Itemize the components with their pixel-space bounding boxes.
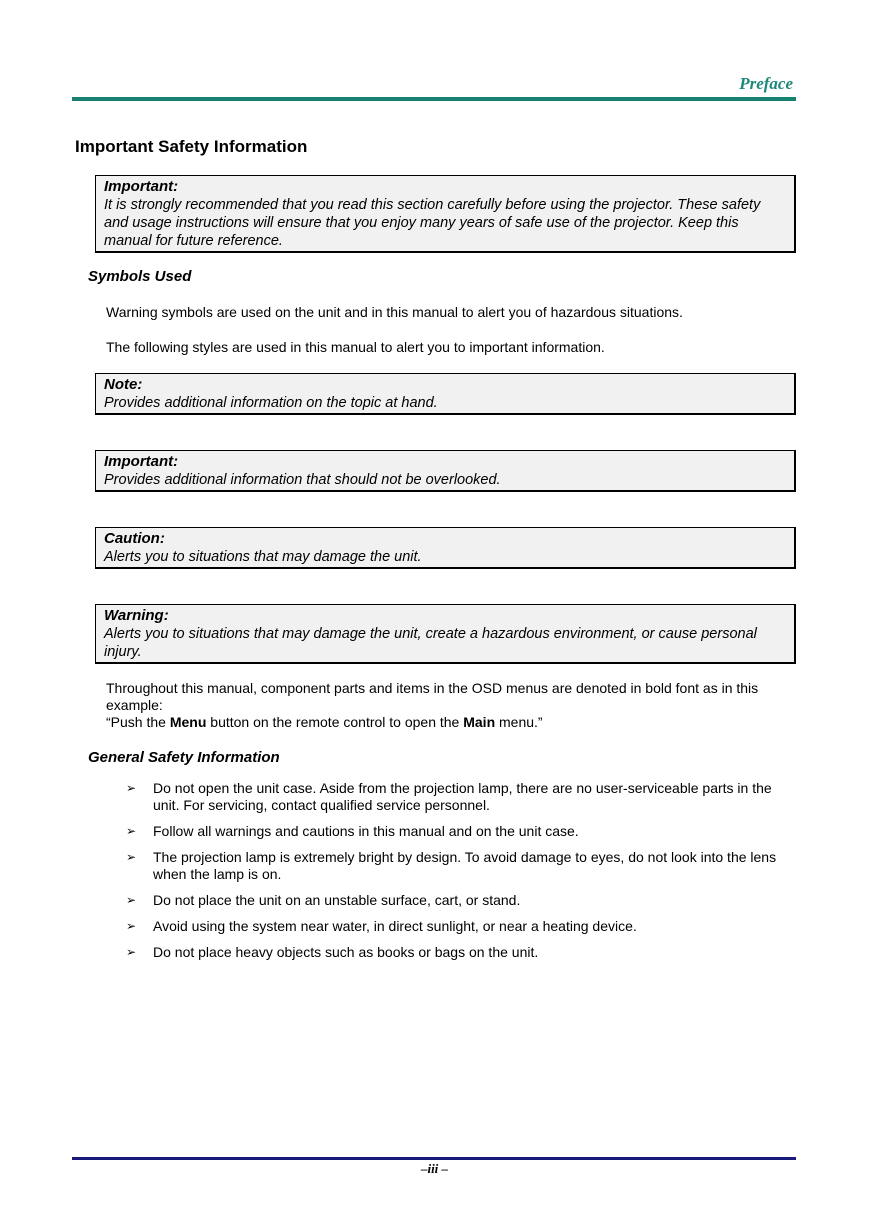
example-text-3: menu.” <box>495 714 543 730</box>
arrow-bullet-icon: ➢ <box>126 781 137 795</box>
general-safety-list <box>124 780 784 961</box>
symbols-used-heading: Symbols Used <box>88 268 192 285</box>
warning-box-title: Warning: <box>104 607 169 624</box>
list-item-text: The projection lamp is extremely bright by design. To avoid damage to eyes, do not look into the lens when the lamp is on. <box>153 849 777 882</box>
caution-box-title: Caution: <box>104 530 165 547</box>
arrow-bullet-icon: ➢ <box>126 850 137 864</box>
section-title: Important Safety Information <box>75 137 308 156</box>
intro-box-title: Important: <box>104 178 179 195</box>
list-item-text: Do not open the unit case. Aside from the projection lamp, there are no user-serviceable parts in the unit. For servicing, contact qualified service personnel. <box>153 780 772 813</box>
warning-box-text: Alerts you to situations that may damage the unit, create a hazardous environment, or cause personal injury. <box>104 626 757 660</box>
example-text-2: button on the remote control to open the <box>206 714 464 730</box>
bold-font-intro: Throughout this manual, component parts and items in the OSD menus are denoted in bold font as in this example: <box>106 680 759 713</box>
warning-box <box>95 604 796 664</box>
note-box <box>95 373 796 415</box>
list-item <box>124 849 784 883</box>
important-box-title: Important: <box>104 453 179 470</box>
caution-box-text: Alerts you to situations that may damage the unit. <box>104 549 422 565</box>
note-box-text: Provides additional information on the topic at hand. <box>104 395 438 411</box>
bold-font-explanation <box>106 680 796 731</box>
page-number: –iii – <box>420 1161 449 1176</box>
list-item <box>124 918 784 935</box>
list-item <box>124 780 784 814</box>
important-box <box>95 450 796 492</box>
arrow-bullet-icon: ➢ <box>126 945 137 959</box>
list-item-text: Do not place heavy objects such as books or bags on the unit. <box>153 944 539 960</box>
list-item <box>124 892 784 909</box>
general-safety-heading: General Safety Information <box>88 749 280 766</box>
arrow-bullet-icon: ➢ <box>126 893 137 907</box>
header-divider <box>72 97 796 101</box>
caution-box <box>95 527 796 569</box>
example-bold-menu: Menu <box>169 714 207 730</box>
symbols-paragraph-1: Warning symbols are used on the unit and in this manual to alert you of hazardous situations. <box>106 304 683 320</box>
list-item <box>124 944 784 961</box>
note-box-title: Note: <box>104 376 143 393</box>
arrow-bullet-icon: ➢ <box>126 919 137 933</box>
arrow-bullet-icon: ➢ <box>126 824 137 838</box>
list-item-text: Avoid using the system near water, in direct sunlight, or near a heating device. <box>153 918 637 934</box>
list-item-text: Do not place the unit on an unstable surface, cart, or stand. <box>153 892 521 908</box>
important-intro-box <box>95 175 796 253</box>
example-bold-main: Main <box>463 714 496 730</box>
important-box-text: Provides additional information that should not be overlooked. <box>104 472 501 488</box>
intro-box-text: It is strongly recommended that you read this section carefully before using the projector. These safety and usage instructions will ensure that you enjoy many years of safe use of the projector. Keep this manual for future reference. <box>104 197 761 249</box>
symbols-paragraph-2: The following styles are used in this manual to alert you to important information. <box>106 339 605 355</box>
example-text-1: “Push the <box>106 714 170 730</box>
bold-font-example <box>106 714 796 731</box>
page-header-title: Preface <box>739 74 793 93</box>
footer-divider <box>72 1157 796 1160</box>
list-item <box>124 823 784 840</box>
list-item-text: Follow all warnings and cautions in this manual and on the unit case. <box>153 823 579 839</box>
